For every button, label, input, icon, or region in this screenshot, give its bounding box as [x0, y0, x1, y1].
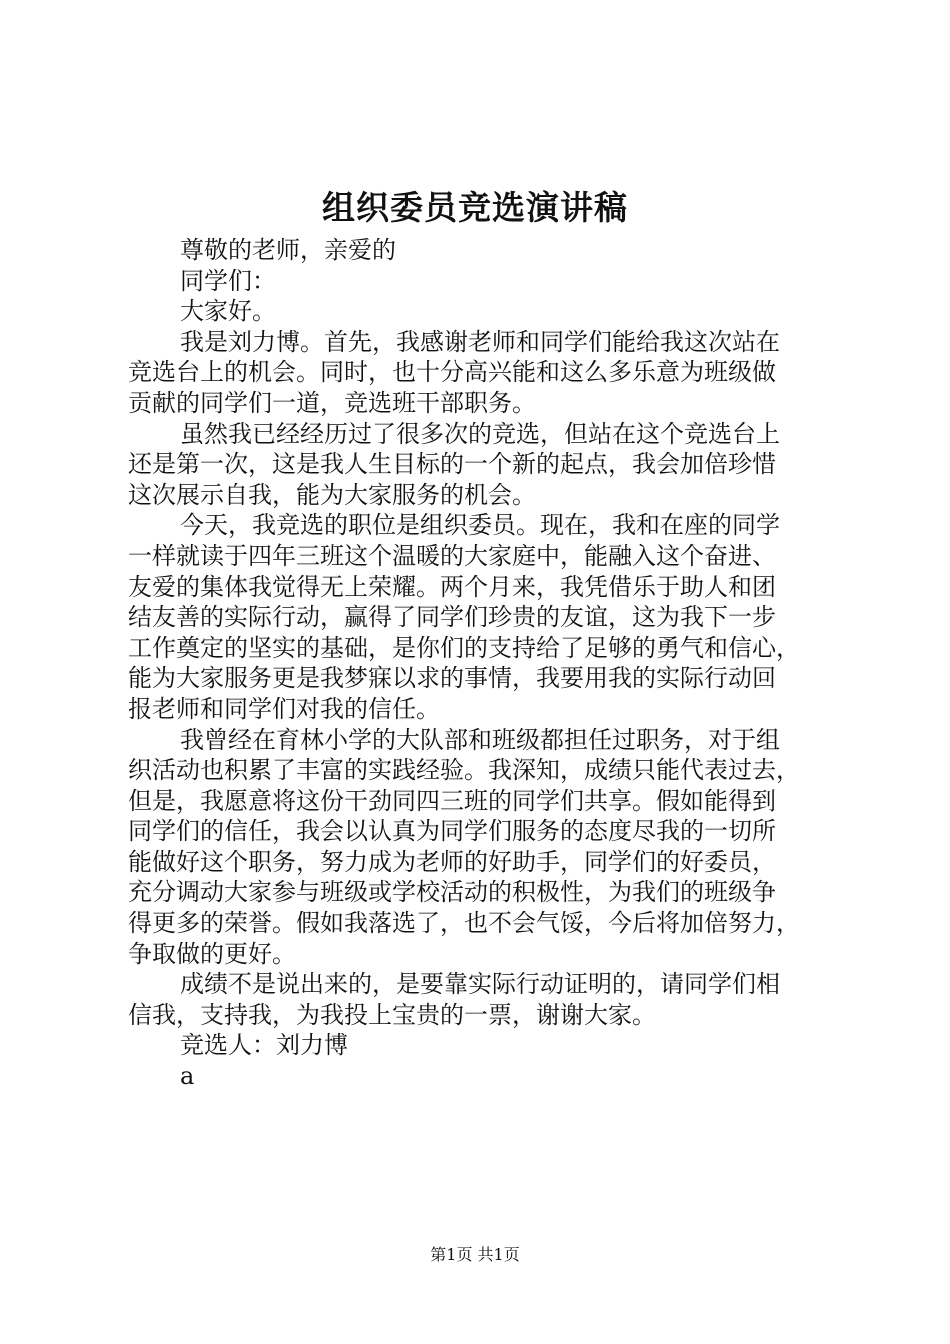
paragraph-line: 工作奠定的坚实的基础，是你们的支持给了足够的勇气和信心，: [128, 633, 800, 662]
stray-character-line: a: [180, 1062, 195, 1091]
document-body: [128, 235, 828, 1092]
paragraph-line: 但是，我愿意将这份干劲同四三班的同学们共享。假如能得到: [128, 786, 776, 815]
paragraph-line: 成绩不是说出来的，是要靠实际行动证明的，请同学们相: [180, 970, 780, 999]
paragraph-line: 我是刘力博。首先，我感谢老师和同学们能给我这次站在: [180, 327, 780, 356]
paragraph-line: 报老师和同学们对我的信任。: [128, 694, 440, 723]
paragraph-line: 能为大家服务更是我梦寐以求的事情，我要用我的实际行动回: [128, 664, 776, 693]
paragraph-line: 信我，支持我，为我投上宝贵的一票，谢谢大家。: [128, 1000, 656, 1029]
signature-line: 竞选人：刘力博: [180, 1031, 348, 1060]
greeting-line: 大家好。: [180, 297, 276, 326]
paragraph-line: 能做好这个职务，努力成为老师的好助手，同学们的好委员，: [128, 847, 776, 876]
paragraph-line: 这次展示自我，能为大家服务的机会。: [128, 480, 536, 509]
paragraph-line: 结友善的实际行动，赢得了同学们珍贵的友谊，这为我下一步: [128, 603, 776, 632]
paragraph-line: 还是第一次，这是我人生目标的一个新的起点，我会加倍珍惜: [128, 450, 776, 479]
paragraph-line: 贡献的同学们一道，竞选班干部职务。: [128, 388, 536, 417]
paragraph-line: 竞选台上的机会。同时，也十分高兴能和这么多乐意为班级做: [128, 358, 776, 387]
paragraph-line: 同学们的信任，我会以认真为同学们服务的态度尽我的一切所: [128, 817, 776, 846]
paragraph-line: 争取做的更好。: [128, 939, 296, 968]
paragraph-line: 一样就读于四年三班这个温暖的大家庭中，能融入这个奋进、: [128, 541, 776, 570]
paragraph-line: 织活动也积累了丰富的实践经验。我深知，成绩只能代表过去，: [128, 756, 800, 785]
paragraph-line: 今天，我竞选的职位是组织委员。现在，我和在座的同学: [180, 511, 780, 540]
paragraph-line: 得更多的荣誉。假如我落选了，也不会气馁，今后将加倍努力，: [128, 909, 800, 938]
salutation-line: 同学们：: [180, 266, 276, 295]
page-number-footer: 第1页 共1页: [430, 1245, 520, 1264]
document-title: 组织委员竞选演讲稿: [322, 188, 628, 227]
paragraph-line: 虽然我已经经历过了很多次的竞选，但站在这个竞选台上: [180, 419, 780, 448]
paragraph-line: 友爱的集体我觉得无上荣耀。两个月来，我凭借乐于助人和团: [128, 572, 776, 601]
salutation-line: 尊敬的老师，亲爱的: [180, 236, 396, 264]
paragraph-line: 我曾经在育林小学的大队部和班级都担任过职务，对于组: [180, 725, 780, 754]
paragraph-line: 充分调动大家参与班级或学校活动的积极性，为我们的班级争: [128, 878, 776, 907]
